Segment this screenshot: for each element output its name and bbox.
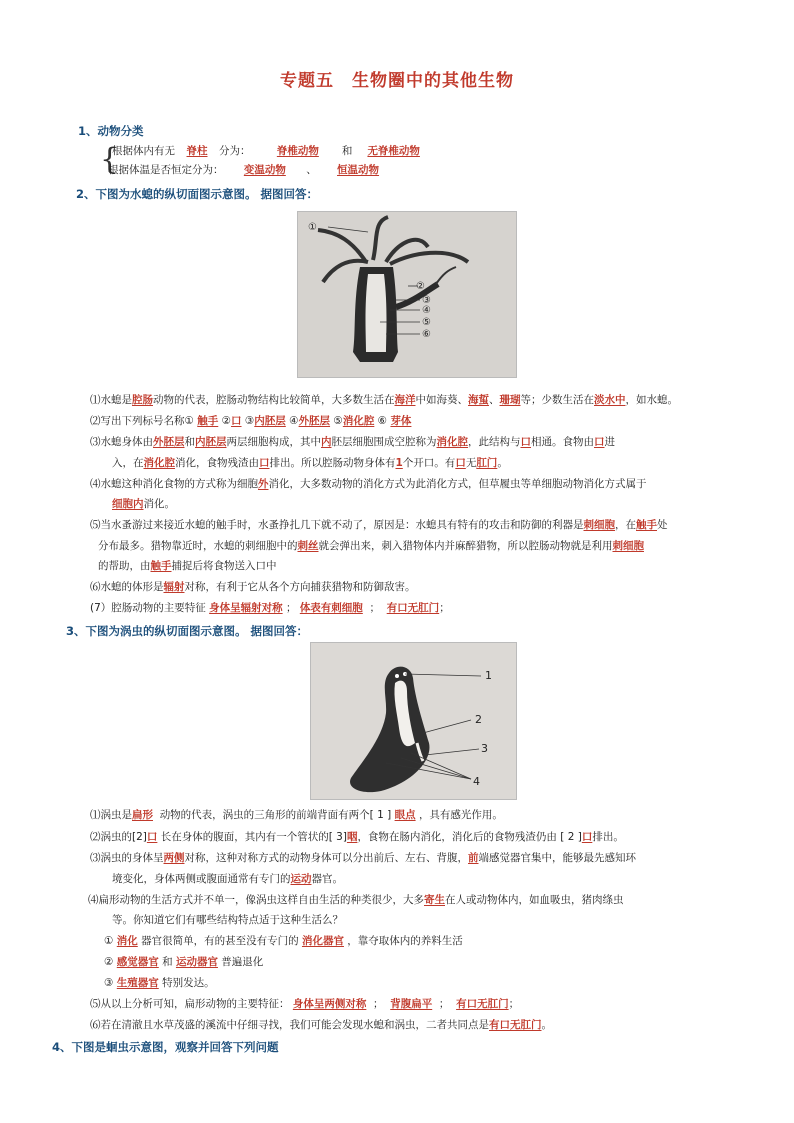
planaria-label-2: 2: [475, 713, 482, 726]
s2-q4b: 细胞内消化。: [112, 498, 175, 510]
s3-q3a: ⑶涡虫的身体呈两侧对称，这种对称方式的动物身体可以分出前后、左右、背腹，前端感觉器官集中，能够最先感知环: [90, 852, 636, 864]
hydra-label-4: ④: [422, 305, 431, 316]
s2-q7: (7）腔肠动物的主要特征 身体呈辐射对称 ； 体表有刺细胞 ； 有口无肛门；: [90, 602, 450, 614]
s2-q4a: ⑷水螅这种消化食物的方式称为细胞外消化，大多数动物的消化方式为此消化方式，但草履虫等单细胞动物消化方式属于: [90, 478, 647, 490]
s3-q4e: ③ 生殖器官 特别发达。: [104, 977, 215, 989]
s2-q6: ⑹水螅的体形是辐射对称，有利于它从各个方向捕获猎物和防御敌害。: [90, 581, 416, 593]
brace-symbol: {: [100, 142, 120, 177]
hydra-label-5: ⑤: [422, 317, 431, 328]
s3-q3b: 境变化，身体两侧或腹面通常有专门的运动器官。: [112, 873, 343, 885]
planaria-label-4: 4: [473, 775, 480, 788]
s3-q4d: ② 感觉器官 和 运动器官 普遍退化: [104, 956, 264, 968]
section3-heading: 3、下图为涡虫的纵切面图示意图。 据图回答：: [66, 624, 309, 638]
planaria-diagram: [311, 643, 516, 799]
planaria-label-3: 3: [481, 742, 488, 755]
hydra-label-2: ②: [416, 281, 425, 292]
s3-q1: ⑴涡虫是扁形 动物的代表，涡虫的三角形的前端背面有两个[ 1 ] 眼点 ，具有感光作用。: [90, 809, 503, 821]
s2-q5a: ⑸当水蚤游过来接近水螅的触手时，水蚤挣扎几下就不动了，原因是：水螅具有特有的攻击和防御的利器是刺细胞，在触手处: [90, 519, 668, 531]
hydra-label-6: ⑥: [422, 329, 431, 340]
s1-line2: 根据体温是否恒定分为： 变温动物 、 恒温动物: [108, 164, 380, 176]
hydra-label-1: ①: [308, 222, 317, 233]
s2-q5c: 的帮助，由触手捕捉后将食物送入口中: [98, 560, 277, 572]
s3-q4b: 等。你知道它们有哪些结构特点适于这种生活么？: [112, 914, 343, 926]
s2-q3b: 入，在消化腔消化，食物残渣由口排出。所以腔肠动物身体有1个开口。有口无肛门。: [112, 457, 508, 469]
s2-q2: ⑵写出下列标号名称① 触手 ②口 ③内胚层 ④外胚层 ⑤消化腔 ⑥ 芽体: [90, 415, 412, 427]
planaria-figure: [310, 642, 517, 800]
s3-q5: ⑸从以上分析可知，扁形动物的主要特征： 身体呈两侧对称 ； 背腹扁平 ； 有口无肛门；: [90, 998, 520, 1010]
s2-q3a: ⑶水螅身体由外胚层和内胚层两层细胞构成，其中内胚层细胞围成空腔称为消化腔，此结构与口相通。食物由口进: [90, 436, 615, 448]
section2-heading: 2、下图为水螅的纵切面图示意图。 据图回答：: [76, 187, 319, 201]
section1-heading: 1、动物分类: [78, 124, 144, 138]
s1-line1: 根据体内有无 脊柱 分为： 脊椎动物 和 无脊椎动物: [112, 145, 420, 157]
s3-q4c: ① 消化 器官很简单，有的甚至没有专门的 消化器官 ，靠夺取体内的养料生活: [104, 935, 463, 947]
s3-q4a: ⑷扁形动物的生活方式并不单一，像涡虫这样自由生活的种类很少，大多寄生在人或动物体内，如血吸虫，猪肉绦虫: [88, 894, 624, 906]
hydra-label-3: ③: [422, 295, 431, 306]
hydra-figure: [297, 211, 517, 378]
s3-q6: ⑹若在清澈且水草茂盛的溪流中仔细寻找，我们可能会发现水螅和涡虫，二者共同点是有口无肛门。: [90, 1019, 552, 1031]
s2-q1: ⑴水螅是腔肠动物的代表，腔肠动物结构比较简单，大多数生活在海洋中如海葵、海蜇、珊瑚等；少数生活在淡水中，如水螅。: [90, 394, 678, 406]
page-title: 专题五 生物圈中的其他生物: [280, 71, 514, 91]
hydra-diagram: [298, 212, 516, 377]
section4-heading: 4、下图是蛔虫示意图，观察并回答下列问题: [52, 1040, 279, 1054]
s2-q5b: 分布最多。猎物靠近时，水螅的刺细胞中的刺丝就会弹出来，刺入猎物体内并麻醉猎物，所以腔肠动物就是利用刺细胞: [98, 540, 644, 552]
planaria-label-1: 1: [485, 669, 492, 682]
s3-q2: ⑵涡虫的[2]口 长在身体的腹面，其内有一个管状的[ 3]咽，食物在肠内消化，消化后的食物残渣仍由 [ 2 ]口排出。: [90, 831, 624, 843]
